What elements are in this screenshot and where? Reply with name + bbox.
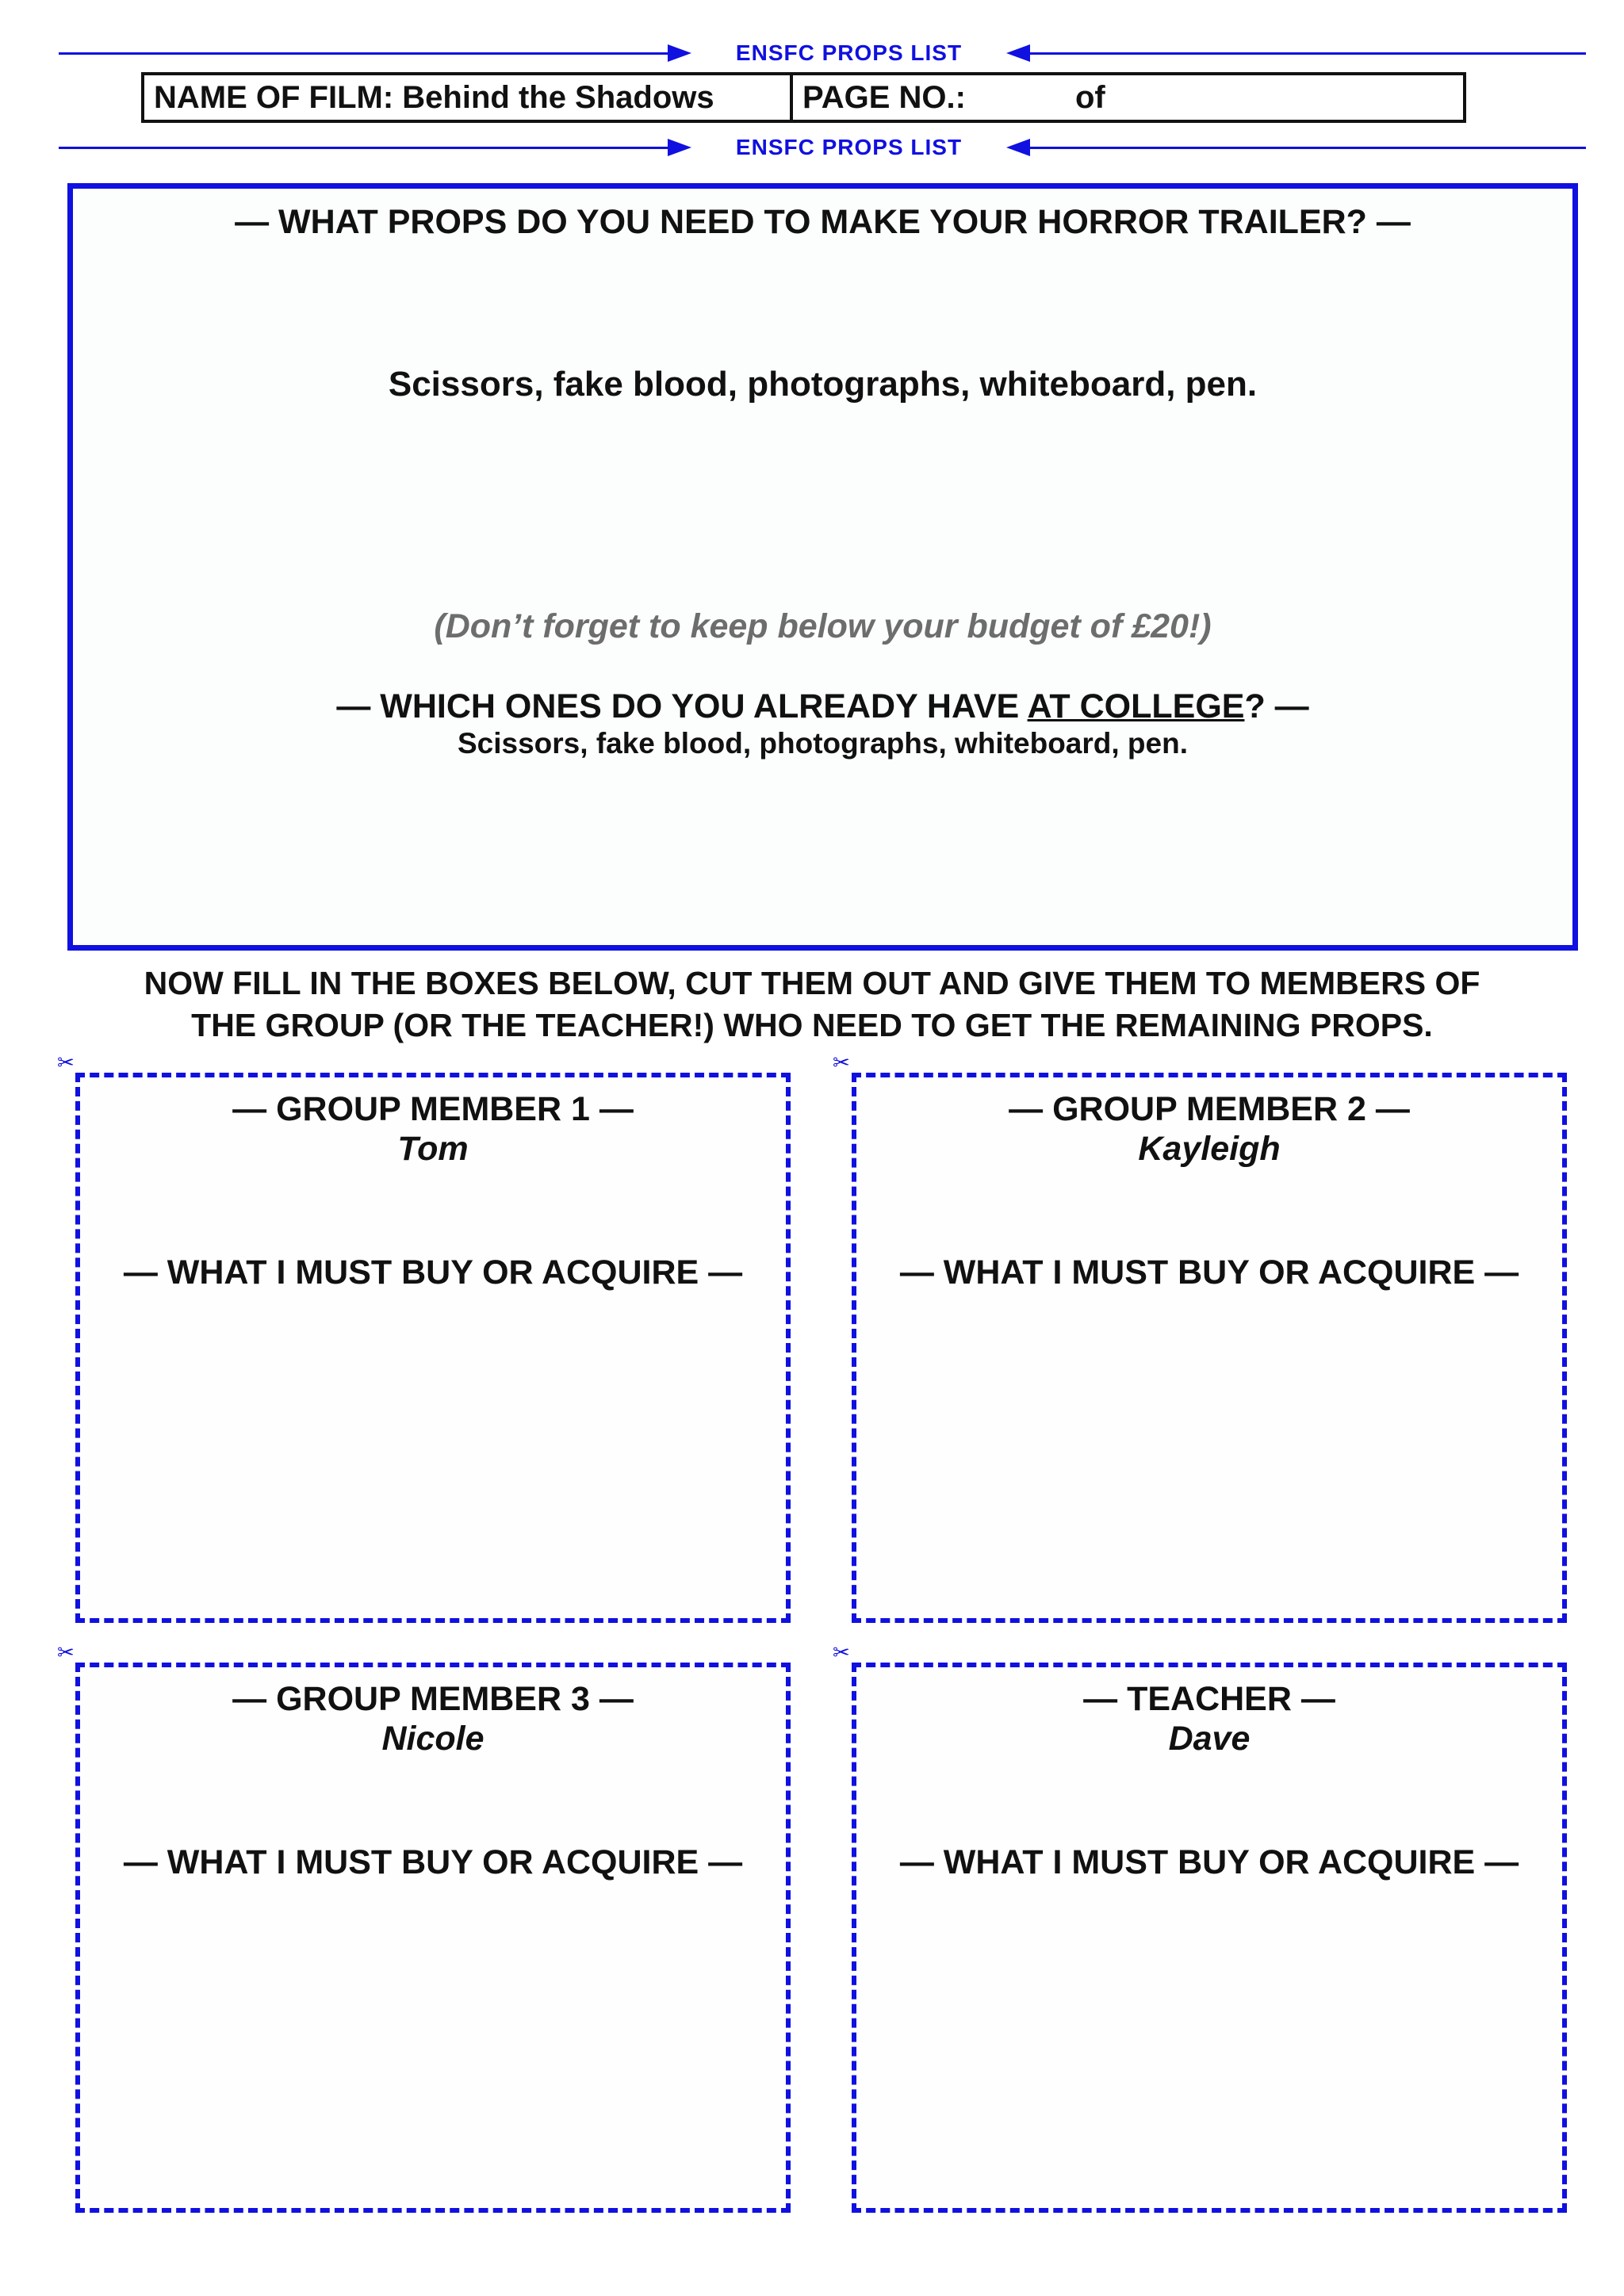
card-person-name[interactable]: Nicole — [381, 1720, 485, 1758]
props-have-answer[interactable]: Scissors, fake blood, photographs, whiteboard, pen. — [457, 727, 1188, 760]
scissors-icon: ✂ — [833, 1640, 850, 1664]
banner-line-right — [1030, 52, 1586, 55]
arrow-left-icon — [1006, 44, 1030, 62]
card-must-label: — WHAT I MUST BUY OR ACQUIRE — — [899, 1843, 1519, 1881]
banner-line-left — [59, 52, 668, 55]
card-must-label: — WHAT I MUST BUY OR ACQUIRE — — [899, 1253, 1519, 1292]
card-role: — GROUP MEMBER 1 — — [232, 1090, 634, 1128]
page-of-label: of — [1074, 79, 1105, 115]
budget-note: (Don’t forget to keep below your budget of £20!) — [434, 607, 1212, 645]
group-member-3-card — [75, 1663, 791, 2213]
film-name-cell[interactable] — [144, 75, 793, 120]
props-needed-question: — WHAT PROPS DO YOU NEED TO MAKE YOUR HORROR TRAILER? — — [235, 203, 1411, 241]
card-role: — GROUP MEMBER 3 — — [232, 1680, 634, 1718]
banner-label: ENSFC PROPS LIST — [735, 135, 963, 159]
props-have-question — [73, 687, 1572, 726]
teacher-card — [852, 1663, 1567, 2213]
card-role: — TEACHER — — [1083, 1680, 1335, 1718]
page-number-cell[interactable] — [793, 75, 1463, 120]
arrow-right-icon — [668, 44, 691, 62]
banner-line-left — [59, 147, 668, 149]
instructions-line-2: THE GROUP (OR THE TEACHER!) WHO NEED TO GET THE REMAINING PROPS. — [191, 1007, 1433, 1043]
scissors-icon: ✂ — [833, 1050, 850, 1074]
film-name-label: NAME OF FILM: Behind the Shadows — [154, 79, 714, 115]
scissors-icon: ✂ — [57, 1050, 75, 1074]
group-member-2-card — [852, 1073, 1567, 1623]
group-member-1-card — [75, 1073, 791, 1623]
card-must-label: — WHAT I MUST BUY OR ACQUIRE — — [123, 1253, 743, 1292]
at-college-underlined: AT COLLEGE — [1027, 687, 1245, 725]
scissors-icon: ✂ — [57, 1640, 75, 1664]
card-person-name[interactable]: Dave — [1168, 1720, 1251, 1758]
arrow-left-icon — [1006, 139, 1030, 156]
banner-line-right — [1030, 147, 1586, 149]
card-person-name[interactable]: Tom — [397, 1130, 469, 1168]
card-role: — GROUP MEMBER 2 — — [1009, 1090, 1410, 1128]
props-have-question-start: — WHICH ONES DO YOU ALREADY HAVE — [336, 687, 1028, 725]
instructions — [48, 962, 1576, 1047]
banner-label: ENSFC PROPS LIST — [735, 40, 963, 65]
props-have-question-end: ? — — [1244, 687, 1309, 725]
props-box — [67, 183, 1578, 951]
props-needed-answer[interactable]: Scissors, fake blood, photographs, whiteboard, pen. — [388, 365, 1258, 404]
header-table — [141, 72, 1466, 123]
instructions-line-1: NOW FILL IN THE BOXES BELOW, CUT THEM OUT AND GIVE THEM TO MEMBERS OF — [144, 965, 1480, 1001]
top-banner — [59, 37, 1586, 69]
second-banner — [59, 132, 1586, 163]
page-number-label: PAGE NO.: — [802, 79, 966, 115]
card-person-name[interactable]: Kayleigh — [1138, 1130, 1281, 1168]
card-must-label: — WHAT I MUST BUY OR ACQUIRE — — [123, 1843, 743, 1881]
arrow-right-icon — [668, 139, 691, 156]
